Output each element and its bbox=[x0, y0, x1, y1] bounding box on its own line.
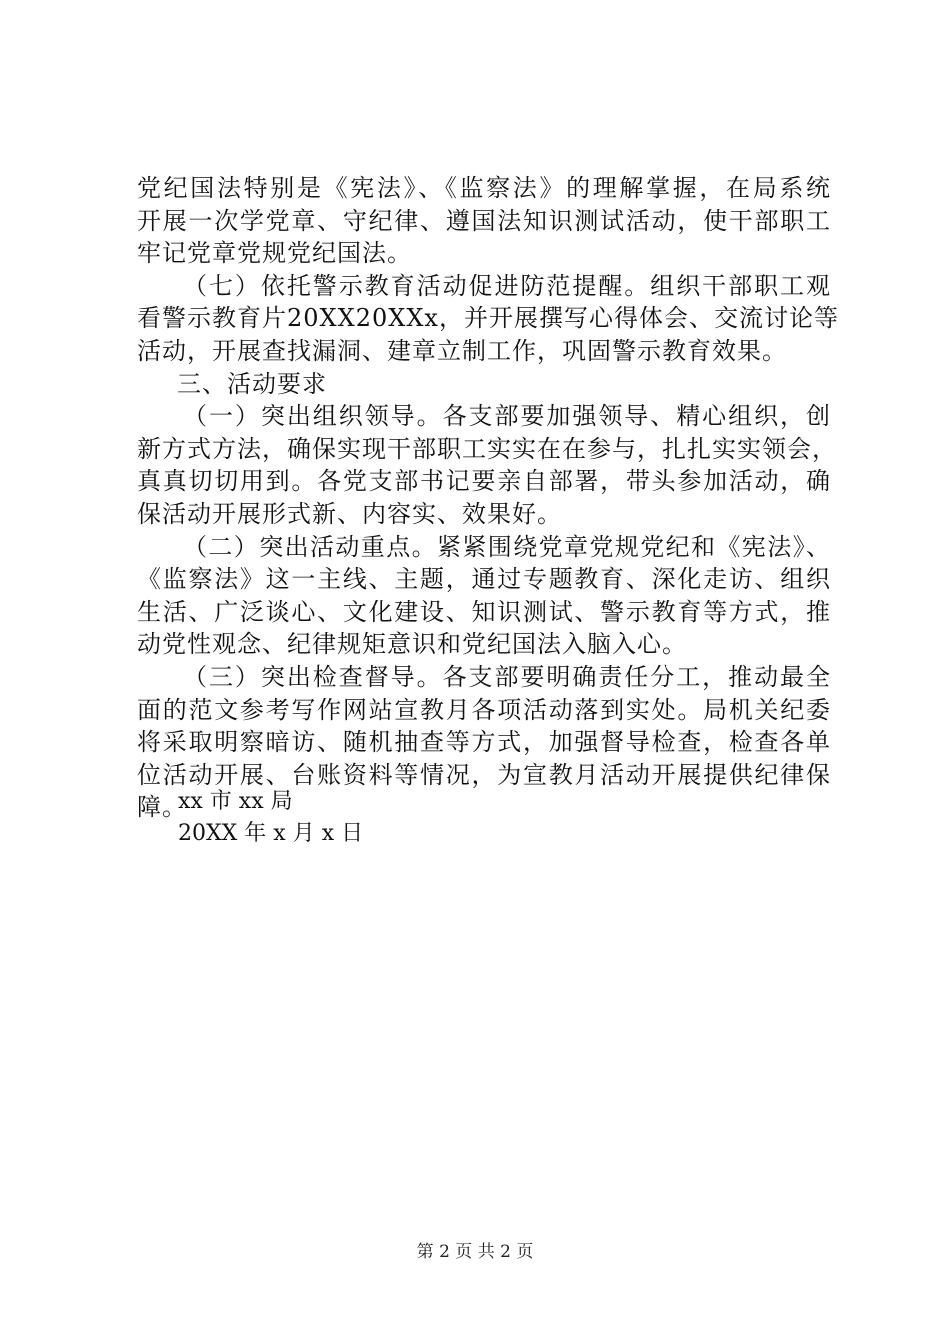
document-body bbox=[137, 172, 839, 824]
body-line: 看警示教育片20XX20XXx，并开展撰写心得体会、交流讨论等 bbox=[137, 304, 839, 333]
paragraph-1-heading-line: （一）突出组织领导。各支部要加强领导、精心组织，创 bbox=[183, 402, 831, 431]
body-line: 党纪国法特别是《宪法》、《监察法》的理解掌握，在局系统 bbox=[137, 174, 831, 202]
paragraph-2-heading-line: （二）突出活动重点。紧紧围绕党章党规党纪和《宪法》、 bbox=[183, 532, 831, 561]
body-line: 生活、广泛谈心、文化建设、知识测试、警示教育等方式，推 bbox=[137, 597, 831, 626]
body-line: 《监察法》这一主线、主题，通过专题教育、深化走访、组织 bbox=[137, 565, 831, 594]
body-line: 动党性观念、纪律规矩意识和党纪国法入脑入心。 bbox=[137, 630, 687, 659]
body-line: 位活动开展、台账资料等情况，为宣教月活动开展提供纪律保 bbox=[137, 760, 831, 789]
body-line: 障。 bbox=[137, 793, 187, 822]
body-line: 活动，开展查找漏洞、建章立制工作，巩固警示教育效果。 bbox=[137, 336, 787, 365]
body-line: 新方式方法，确保实现干部职工实实在在参与，扎扎实实领会， bbox=[137, 434, 837, 463]
body-line: 面的范文参考写作网站宣教月各项活动落到实处。局机关纪委 bbox=[137, 695, 831, 724]
section-heading: 三、活动要求 bbox=[177, 369, 327, 398]
body-line: 开展一次学党章、守纪律、遵国法知识测试活动，使干部职工 bbox=[137, 206, 831, 235]
body-line: 牢记党章党规党纪国法。 bbox=[137, 239, 412, 268]
paragraph-7-heading-line: （七）依托警示教育活动促进防范提醒。组织干部职工观 bbox=[183, 271, 831, 300]
page-footer: 第 2 页 共 2 页 bbox=[416, 1242, 534, 1262]
body-line: 将采取明察暗访、随机抽查等方式，加强督导检查，检查各单 bbox=[137, 728, 831, 757]
body-line: 保活动开展形式新、内容实、效果好。 bbox=[137, 499, 562, 528]
paragraph-3-heading-line: （三）突出检查督导。各支部要明确责任分工，推动最全 bbox=[183, 662, 831, 691]
signature-date: 20XX 年 x 月 x 日 bbox=[178, 821, 364, 846]
signature-organization: xx 市 xx 局 bbox=[178, 789, 293, 814]
body-line: 真真切切用到。各党支部书记要亲自部署，带头参加活动，确 bbox=[137, 467, 831, 496]
signature-block bbox=[178, 786, 363, 850]
